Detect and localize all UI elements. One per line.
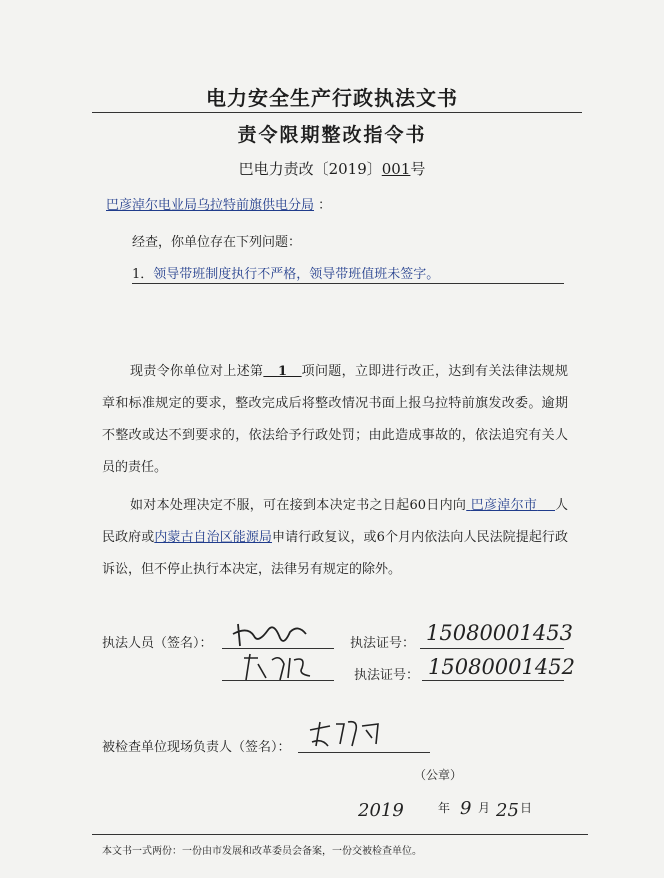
doc-number-prefix: 巴电力责改〔2019〕 <box>238 160 382 178</box>
cert-number-handwritten-2 <box>426 648 575 682</box>
document-title: 电力安全生产行政执法文书 <box>206 86 458 110</box>
svg-text:15080001452: 15080001452 <box>428 655 575 679</box>
svg-text:9: 9 <box>460 798 472 819</box>
recipient-line <box>106 194 331 213</box>
recipient-name: 巴彦淖尔电业局乌拉特前旗供电分局 <box>106 198 315 213</box>
order-text-1: 现责令你单位对上述第 <box>130 364 264 379</box>
handwritten-date <box>358 790 588 826</box>
svg-text:15080001453: 15080001453 <box>426 621 573 645</box>
appeal-text-1: 如对本处理决定不服，可在接到本决定书之日起60日内向 <box>130 498 467 513</box>
recipient-colon: ： <box>318 198 332 213</box>
inspection-intro: 经查，你单位存在下列问题： <box>132 235 302 250</box>
issue-index: 1． <box>132 267 154 282</box>
appeal-text-2: 人民政府或 <box>102 498 569 545</box>
responsible-signature-line <box>298 752 430 753</box>
document-subtitle: 责令限期整改指令书 <box>237 124 427 146</box>
document-number <box>0 158 664 179</box>
issue-item <box>132 263 564 284</box>
doc-number-suffix: 号 <box>410 160 426 178</box>
svg-text:年: 年 <box>438 801 451 815</box>
cert-number-handwritten-1 <box>424 614 573 648</box>
appeal-paragraph <box>102 490 568 586</box>
enforcer-signature-2 <box>236 650 326 684</box>
doc-number-value: 001 <box>381 160 411 178</box>
appeal-agency: 内蒙古自治区能源局 <box>154 530 273 545</box>
svg-text:日: 日 <box>520 801 533 815</box>
issue-count: 1 <box>277 364 288 379</box>
appeal-government: 巴彦淖尔市 <box>470 498 538 513</box>
issue-text: 领导带班制度执行不严格，领导带班值班未签字。 <box>153 267 440 282</box>
svg-text:月: 月 <box>478 801 491 815</box>
cert-number-label-1: 执法证号： <box>350 636 416 651</box>
enforcer-signature-1 <box>228 612 328 652</box>
seal-placeholder: （公章） <box>414 768 463 782</box>
order-paragraph <box>102 356 568 484</box>
svg-text:2019: 2019 <box>358 800 404 821</box>
enforcer-signature-label: 执法人员（签名）： <box>102 636 213 651</box>
responsible-signature-label: 被检查单位现场负责人（签名）： <box>102 740 291 755</box>
cert-number-label-2: 执法证号： <box>354 668 420 683</box>
footer-divider <box>92 834 588 835</box>
order-text-2: 项问题，立即进行改正，达到有关法律法规规章和标准规定的要求，整改完成后将整改情况书面上报乌拉特前旗发改委。逾期不整改或达不到要求的，依法给予行政处罚；由此造成事故的，依法追究有关人员的责任。 <box>102 364 568 475</box>
footer-note: 本文书一式两份：一份由市发展和改革委员会备案，一份交被检查单位。 <box>102 846 422 857</box>
appeal-text-3: 申请行政复议，或6个月内依法向人民法院提起行政诉讼，但不停止执行本决定，法律另有规定的除外。 <box>102 530 568 577</box>
responsible-signature <box>306 716 396 752</box>
svg-text:25: 25 <box>496 800 519 821</box>
title-divider <box>92 112 582 113</box>
